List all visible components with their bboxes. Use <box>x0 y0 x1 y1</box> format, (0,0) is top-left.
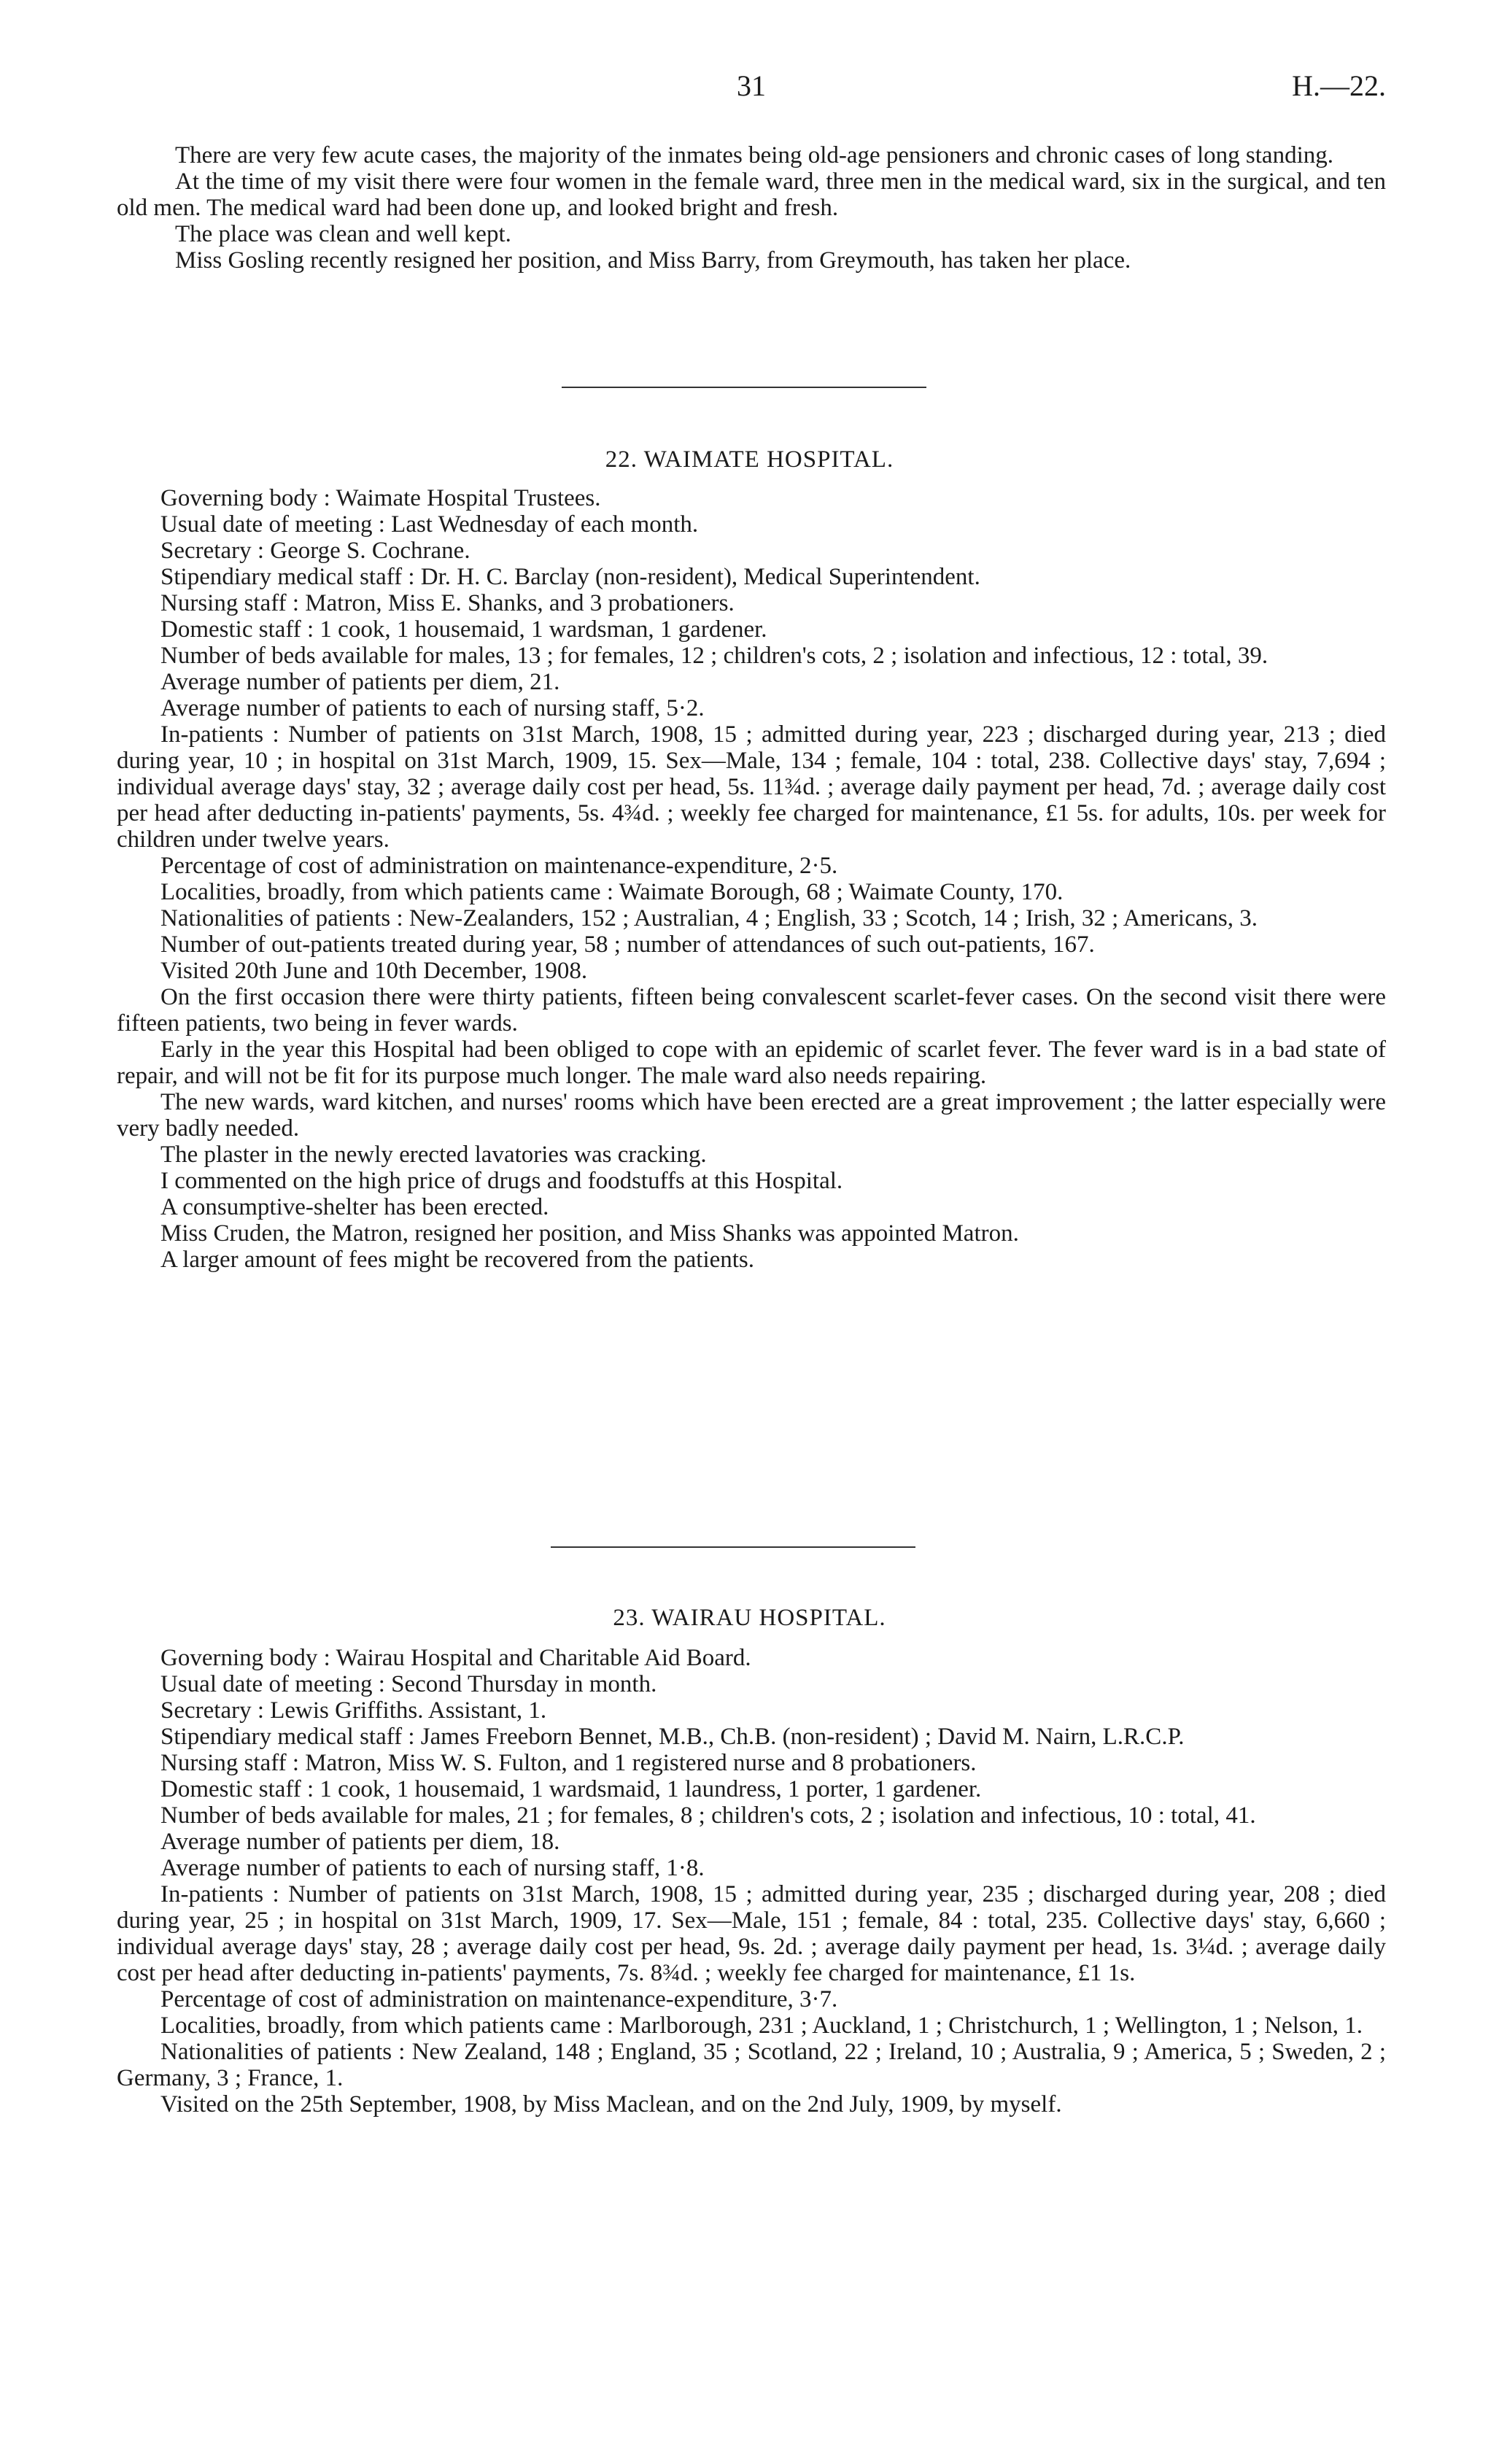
document-reference: H.—22. <box>1292 69 1386 102</box>
waimate-paragraph: Visited 20th June and 10th December, 1908. <box>160 958 588 984</box>
intro-paragraph: There are very few acute cases, the majority of the inmates being old-age pensioners and chronic cases of long standing. <box>175 142 1333 168</box>
intro-paragraph: The place was clean and well kept. <box>175 221 511 247</box>
waimate-paragraph: On the first occasion there were thirty patients, fifteen being convalescent scarlet-fever cases. On the second visit there were fifteen patients, two being in fever wards. <box>117 984 1386 1037</box>
wairau-paragraph: In-patients : Number of patients on 31st March, 1908, 15 ; admitted during year, 235 ; discharged during year, 208 ; died during year, 25 ; in hospital on 31st March, 1909, 17. Sex—Male, 151 ; female, 84 : total, 235. Collective days' stay, 6,660 ; individual average days' stay, 28 ; average daily cost per head, 9s. 2d. ; average daily payment per head, 1s. 3¼d. ; average daily cost per head after deducting in-patients' payments, 7s. 8¾d. ; weekly fee charged for maintenance, £1 1s. <box>117 1881 1386 1986</box>
wairau-paragraph: Nationalities of patients : New Zealand, 148 ; England, 35 ; Scotland, 22 ; Ireland, 10 ; Australia, 9 ; America, 5 ; Sweden, 2 ; Germany, 3 ; France, 1. <box>117 2039 1386 2091</box>
waimate-paragraph: Usual date of meeting : Last Wednesday of each month. <box>160 511 699 538</box>
intro-section <box>117 142 1386 274</box>
wairau-section <box>117 1645 1386 2118</box>
page-number: 31 <box>737 69 766 102</box>
intro-paragraph: At the time of my visit there were four women in the female ward, three men in the medical ward, six in the surgical, and ten old men. The medical ward had been done up, and looked bright and fresh. <box>117 168 1386 221</box>
wairau-paragraph: Secretary : Lewis Griffiths. Assistant, 1. <box>160 1697 547 1724</box>
wairau-paragraph: Visited on the 25th September, 1908, by Miss Maclean, and on the 2nd July, 1909, by myself. <box>160 2091 1062 2118</box>
section-divider <box>562 387 926 388</box>
waimate-paragraph: A larger amount of fees might be recovered from the patients. <box>160 1247 755 1273</box>
waimate-paragraph: Number of beds available for males, 13 ; for females, 12 ; children's cots, 2 ; isolation and infectious, 12 : total, 39. <box>160 643 1268 669</box>
waimate-paragraph: Domestic staff : 1 cook, 1 housemaid, 1 wardsman, 1 gardener. <box>160 616 767 643</box>
waimate-paragraph: Nationalities of patients : New-Zealanders, 152 ; Australian, 4 ; English, 33 ; Scotch, 14 ; Irish, 32 ; Americans, 3. <box>160 905 1258 931</box>
section-title-wairau: 23. WAIRAU HOSPITAL. <box>613 1605 886 1631</box>
waimate-paragraph: The new wards, ward kitchen, and nurses' rooms which have been erected are a great improvement ; the latter especially were very badly needed. <box>117 1089 1386 1142</box>
waimate-paragraph: Miss Cruden, the Matron, resigned her position, and Miss Shanks was appointed Matron. <box>160 1220 1019 1247</box>
section-title-waimate: 22. WAIMATE HOSPITAL. <box>605 446 894 473</box>
waimate-paragraph: Nursing staff : Matron, Miss E. Shanks, and 3 probationers. <box>160 590 735 616</box>
waimate-paragraph: Governing body : Waimate Hospital Trustees. <box>160 485 601 511</box>
section-divider <box>551 1546 915 1548</box>
intro-paragraph: Miss Gosling recently resigned her position, and Miss Barry, from Greymouth, has taken her place. <box>175 247 1131 274</box>
wairau-paragraph: Number of beds available for males, 21 ; for females, 8 ; children's cots, 2 ; isolation and infectious, 10 : total, 41. <box>160 1802 1256 1829</box>
waimate-paragraph: Average number of patients per diem, 21. <box>160 669 560 695</box>
wairau-paragraph: Average number of patients per diem, 18. <box>160 1829 560 1855</box>
waimate-paragraph: Localities, broadly, from which patients came : Waimate Borough, 68 ; Waimate County, 170. <box>160 879 1064 905</box>
waimate-paragraph: Number of out-patients treated during year, 58 ; number of attendances of such out-patients, 167. <box>160 931 1095 958</box>
waimate-paragraph: A consumptive-shelter has been erected. <box>160 1194 549 1220</box>
waimate-paragraph: The plaster in the newly erected lavatories was cracking. <box>160 1142 707 1168</box>
waimate-paragraph: Secretary : George S. Cochrane. <box>160 538 470 564</box>
wairau-paragraph: Localities, broadly, from which patients came : Marlborough, 231 ; Auckland, 1 ; Christchurch, 1 ; Wellington, 1 ; Nelson, 1. <box>160 2012 1363 2039</box>
wairau-paragraph: Governing body : Wairau Hospital and Charitable Aid Board. <box>160 1645 751 1671</box>
waimate-paragraph: In-patients : Number of patients on 31st March, 1908, 15 ; admitted during year, 223 ; discharged during year, 213 ; died during year, 10 ; in hospital on 31st March, 1909, 15. Sex—Male, 134 ; female, 104 : total, 238. Collective days' stay, 7,694 ; individual average days' stay, 32 ; average daily cost per head, 5s. 11¾d. ; average daily payment per head, 7d. ; average daily cost per head after deducting in-patients' payments, 5s. 4¾d. ; weekly fee charged for maintenance, £1 5s. for adults, 10s. per week for children under twelve years. <box>117 721 1386 853</box>
wairau-paragraph: Average number of patients to each of nursing staff, 1·8. <box>160 1855 705 1881</box>
wairau-paragraph: Percentage of cost of administration on maintenance-expenditure, 3·7. <box>160 1986 838 2012</box>
wairau-paragraph: Domestic staff : 1 cook, 1 housemaid, 1 wardsmaid, 1 laundress, 1 porter, 1 gardener. <box>160 1776 982 1802</box>
waimate-paragraph: Stipendiary medical staff : Dr. H. C. Barclay (non-resident), Medical Superintendent. <box>160 564 980 590</box>
wairau-paragraph: Stipendiary medical staff : James Freeborn Bennet, M.B., Ch.B. (non-resident) ; David M. Nairn, L.R.C.P. <box>160 1724 1185 1750</box>
waimate-section <box>117 485 1386 1273</box>
waimate-paragraph: Percentage of cost of administration on maintenance-expenditure, 2·5. <box>160 853 838 879</box>
waimate-paragraph: Early in the year this Hospital had been obliged to cope with an epidemic of scarlet fever. The fever ward is in a bad state of repair, and will not be fit for its purpose much longer. The male ward also needs repairing. <box>117 1037 1386 1089</box>
wairau-paragraph: Nursing staff : Matron, Miss W. S. Fulton, and 1 registered nurse and 8 probationers. <box>160 1750 977 1776</box>
wairau-paragraph: Usual date of meeting : Second Thursday in month. <box>160 1671 657 1697</box>
waimate-paragraph: Average number of patients to each of nursing staff, 5·2. <box>160 695 705 721</box>
waimate-paragraph: I commented on the high price of drugs and foodstuffs at this Hospital. <box>160 1168 843 1194</box>
